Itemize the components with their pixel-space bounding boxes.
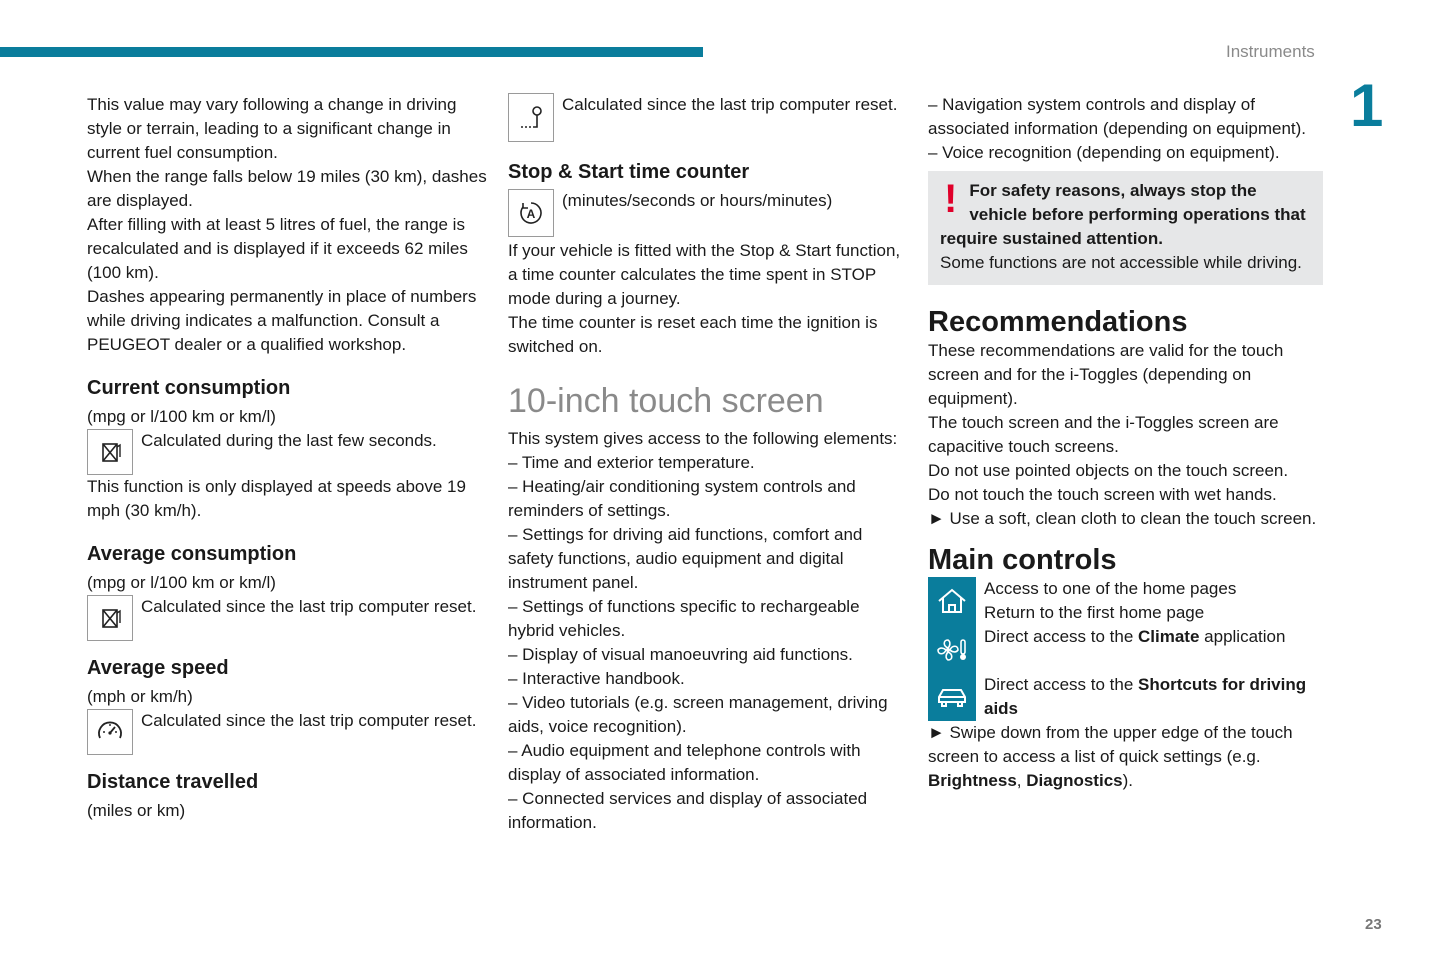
touch-item-9: – Connected services and display of associated information. bbox=[508, 789, 868, 832]
current-consumption-note: This function is only displayed at speeds above 19 mph (30 km/h). bbox=[87, 477, 466, 520]
stop-start-units: (minutes/seconds or hours/minutes) bbox=[562, 191, 833, 210]
average-speed-desc: Calculated since the last trip computer reset. bbox=[141, 711, 477, 730]
diagnostics-label: Diagnostics bbox=[1026, 771, 1123, 790]
stop-start-row bbox=[508, 189, 908, 237]
current-consumption-heading: Current consumption bbox=[87, 377, 291, 399]
climate-text-post: application bbox=[1199, 627, 1286, 646]
column-2 bbox=[508, 93, 908, 835]
distance-travelled-desc: Calculated since the last trip computer reset. bbox=[562, 95, 898, 114]
home-icon bbox=[928, 577, 976, 625]
reco-text-5: ► Use a soft, clean cloth to clean the touch screen. bbox=[928, 509, 1317, 528]
climate-text bbox=[984, 625, 1285, 649]
touch-item-3: – Settings for driving aid functions, comfort and safety functions, audio equipment and digital instrument panel. bbox=[508, 525, 863, 592]
shortcuts-text bbox=[984, 673, 1323, 721]
range-text-3: After filling with at least 5 litres of fuel, the range is recalculated and is displayed if it exceeds 62 miles (100 km). bbox=[87, 215, 468, 282]
distance-pin-icon bbox=[508, 93, 554, 142]
average-speed-row bbox=[87, 709, 487, 755]
average-consumption-heading: Average consumption bbox=[87, 543, 297, 565]
touch-item-2: – Heating/air conditioning system controls and reminders of settings. bbox=[508, 477, 856, 520]
distance-travelled-units: (miles or km) bbox=[87, 801, 186, 820]
stop-start-icon bbox=[508, 189, 554, 237]
touch-item-4: – Settings of functions specific to rechargeable hybrid vehicles. bbox=[508, 597, 860, 640]
swipe-text bbox=[928, 721, 1323, 793]
car-icon bbox=[928, 673, 976, 721]
brightness-label: Brightness bbox=[928, 771, 1017, 790]
warning-icon: ! bbox=[944, 177, 958, 221]
average-speed-heading: Average speed bbox=[87, 657, 229, 679]
safety-warning-box bbox=[928, 171, 1323, 285]
voice-item: – Voice recognition (depending on equipment). bbox=[928, 143, 1280, 162]
section-title: Instruments bbox=[1226, 42, 1315, 61]
home-control-row bbox=[928, 577, 1323, 625]
range-text-4: Dashes appearing permanently in place of numbers while driving indicates a malfunction. Consult a PEUGEOT dealer or a qualified workshop. bbox=[87, 287, 477, 354]
average-speed-units: (mph or km/h) bbox=[87, 687, 193, 706]
climate-control-row bbox=[928, 625, 1323, 673]
nav-item: – Navigation system controls and display of associated information (depending on equipment). bbox=[928, 95, 1307, 138]
distance-travelled-row bbox=[508, 93, 908, 142]
reco-text-3: Do not use pointed objects on the touch screen. bbox=[928, 461, 1289, 480]
speedometer-icon bbox=[87, 709, 133, 755]
stop-start-text-2: The time counter is reset each time the ignition is switched on. bbox=[508, 313, 878, 356]
column-1 bbox=[87, 93, 487, 823]
warning-text: Some functions are not accessible while driving. bbox=[940, 253, 1302, 272]
touch-item-5: – Display of visual manoeuvring aid functions. bbox=[508, 645, 853, 664]
chapter-number: 1 bbox=[1350, 72, 1384, 139]
range-text-2: When the range falls below 19 miles (30 km), dashes are displayed. bbox=[87, 167, 487, 210]
touch-item-1: – Time and exterior temperature. bbox=[508, 453, 755, 472]
reco-text-1: These recommendations are valid for the touch screen and for the i-Toggles (depending on equipment). bbox=[928, 341, 1284, 408]
first-home-page-text: Return to the first home page bbox=[984, 603, 1205, 622]
swipe-text-pre: ► Swipe down from the upper edge of the touch screen to access a list of quick settings (e.g. bbox=[928, 723, 1293, 766]
reco-text-2: The touch screen and the i-Toggles screen are capacitive touch screens. bbox=[928, 413, 1279, 456]
home-pages-text: Access to one of the home pages bbox=[984, 579, 1237, 598]
current-consumption-desc: Calculated during the last few seconds. bbox=[141, 431, 437, 450]
stop-start-heading: Stop & Start time counter bbox=[508, 161, 750, 183]
current-consumption-row bbox=[87, 429, 487, 475]
climate-text-bold: Climate bbox=[1138, 627, 1200, 646]
page-number: 23 bbox=[1365, 916, 1382, 933]
shortcuts-text-bold: Shortcuts for driving aids bbox=[984, 675, 1307, 718]
warning-bold-text: For safety reasons, always stop the vehicle before performing operations that require sustained attention. bbox=[940, 181, 1306, 248]
reco-text-4: Do not touch the touch screen with wet hands. bbox=[928, 485, 1277, 504]
fuel-consumption-icon bbox=[87, 595, 133, 641]
average-consumption-desc: Calculated since the last trip computer reset. bbox=[141, 597, 477, 616]
main-controls-heading: Main controls bbox=[928, 544, 1117, 576]
average-consumption-units: (mpg or l/100 km or km/l) bbox=[87, 573, 276, 592]
touch-item-7: – Video tutorials (e.g. screen management, driving aids, voice recognition). bbox=[508, 693, 888, 736]
swipe-text-post: ). bbox=[1122, 771, 1133, 790]
touch-screen-heading: 10-inch touch screen bbox=[508, 382, 824, 420]
swipe-text-mid: , bbox=[1016, 771, 1027, 790]
climate-icon bbox=[928, 625, 976, 673]
touch-item-6: – Interactive handbook. bbox=[508, 669, 685, 688]
recommendations-heading: Recommendations bbox=[928, 306, 1188, 338]
range-text-1: This value may vary following a change in driving style or terrain, leading to a significant change in current fuel consumption. bbox=[87, 95, 457, 162]
stop-start-text-1: If your vehicle is fitted with the Stop & Start function, a time counter calculates the time spent in STOP mode during a journey. bbox=[508, 241, 901, 308]
touch-screen-intro: This system gives access to the following elements: bbox=[508, 429, 898, 448]
column-3 bbox=[928, 93, 1323, 793]
header-accent-bar bbox=[0, 47, 703, 57]
average-consumption-row bbox=[87, 595, 487, 641]
climate-text-pre: Direct access to the bbox=[984, 627, 1139, 646]
driving-aids-control-row bbox=[928, 673, 1323, 721]
current-consumption-units: (mpg or l/100 km or km/l) bbox=[87, 407, 276, 426]
shortcuts-text-pre: Direct access to the bbox=[984, 675, 1139, 694]
touch-item-8: – Audio equipment and telephone controls with display of associated information. bbox=[508, 741, 861, 784]
fuel-consumption-icon bbox=[87, 429, 133, 475]
svg-text:A: A bbox=[526, 207, 536, 221]
distance-travelled-heading: Distance travelled bbox=[87, 771, 259, 793]
